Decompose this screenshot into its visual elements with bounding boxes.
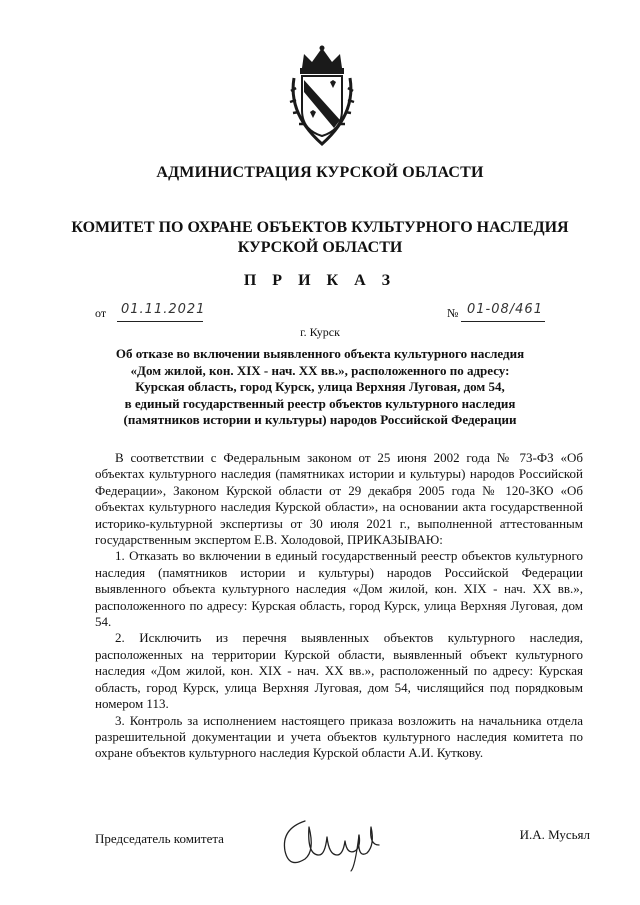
number-underline [461,321,545,322]
date-label: от [95,306,107,320]
committee-title [0,218,640,258]
order-item-1: 1. Отказать во включении в единый государственный реестр объектов культурного наследия (памятников истории и культуры) народов Российской Федерации выявленного объекта культурного наследия «Дом жилой, кон. XIX - нач. XX вв.», расположенного по адресу: Курская область, город Курск, улица Верхняя Луговая, дом 54. [95,548,583,630]
signatory-role: Председатель комитета [95,831,224,846]
subject-line-2: «Дом жилой, кон. XIX - нач. XX вв.», расположенного по адресу: [130,362,510,378]
signatory-name: И.А. Мусьял [519,827,590,842]
date-value: 01.11.2021 [121,302,206,317]
subject-line-5: (памятников истории и культуры) народов Российской Федерации [123,412,517,427]
subject-line-4: в единый государственный реестр объектов культурного наследия [124,395,516,411]
city-name: г. Курск [300,325,340,339]
committee-title-line-1: КОМИТЕТ ПО ОХРАНЕ ОБЪЕКТОВ КУЛЬТУРНОГО НАСЛЕДИЯ [71,219,569,236]
order-item-2: 2. Исключить из перечня выявленных объектов культурного наследия, расположенных на территории Курской области, выявленный объект культурного наследия «Дом жилой, кон. XIX - нач. XX вв.», расположенный по адресу: Курская область, город Курск, улица Верхняя Луговая, дом 54, числящийся под порядковым номером 113. [95,630,583,712]
number-label: № [447,306,459,320]
handwritten-signature-icon [275,815,395,873]
preamble-paragraph: В соответствии с Федеральным законом от 25 июня 2002 года № 73-ФЗ «Об объектах культурного наследия (памятниках истории и культуры) народов Российской Федерации», Законом Курской области от 29 декабря 2005 года № 120-ЗКО «Об объектах культурного наследия Курской области», на основании акта государственной историко-культурной экспертизы от 30 июля 2021 г., выполненной аттестованным государственным экспертом Е.В. Холодовой, ПРИКАЗЫВАЮ: [95,450,583,548]
date-underline [117,321,203,322]
number-value: 01-08/461 [467,302,543,317]
order-body [95,450,583,762]
administration-title: АДМИНИСТРАЦИЯ КУРСКОЙ ОБЛАСТИ [156,164,484,181]
document-type: П Р И К А З [243,272,397,289]
subject-line-3: Курская область, город Курск, улица Верхняя Луговая, дом 54, [135,379,505,394]
order-subject [95,346,545,429]
subject-line-1: Об отказе во включении выявленного объекта культурного наследия [115,346,525,361]
kursk-coat-of-arms-icon [286,44,358,148]
committee-title-line-2: КУРСКОЙ ОБЛАСТИ [237,239,403,256]
signature-block [95,815,590,875]
order-item-3: 3. Контроль за исполнением настоящего приказа возложить на начальника отдела разрешительной документации и учета объектов культурного наследия комитета по охране объектов культурного наследия Курской области А.И. Куткову. [95,712,583,761]
order-meta [95,302,545,324]
